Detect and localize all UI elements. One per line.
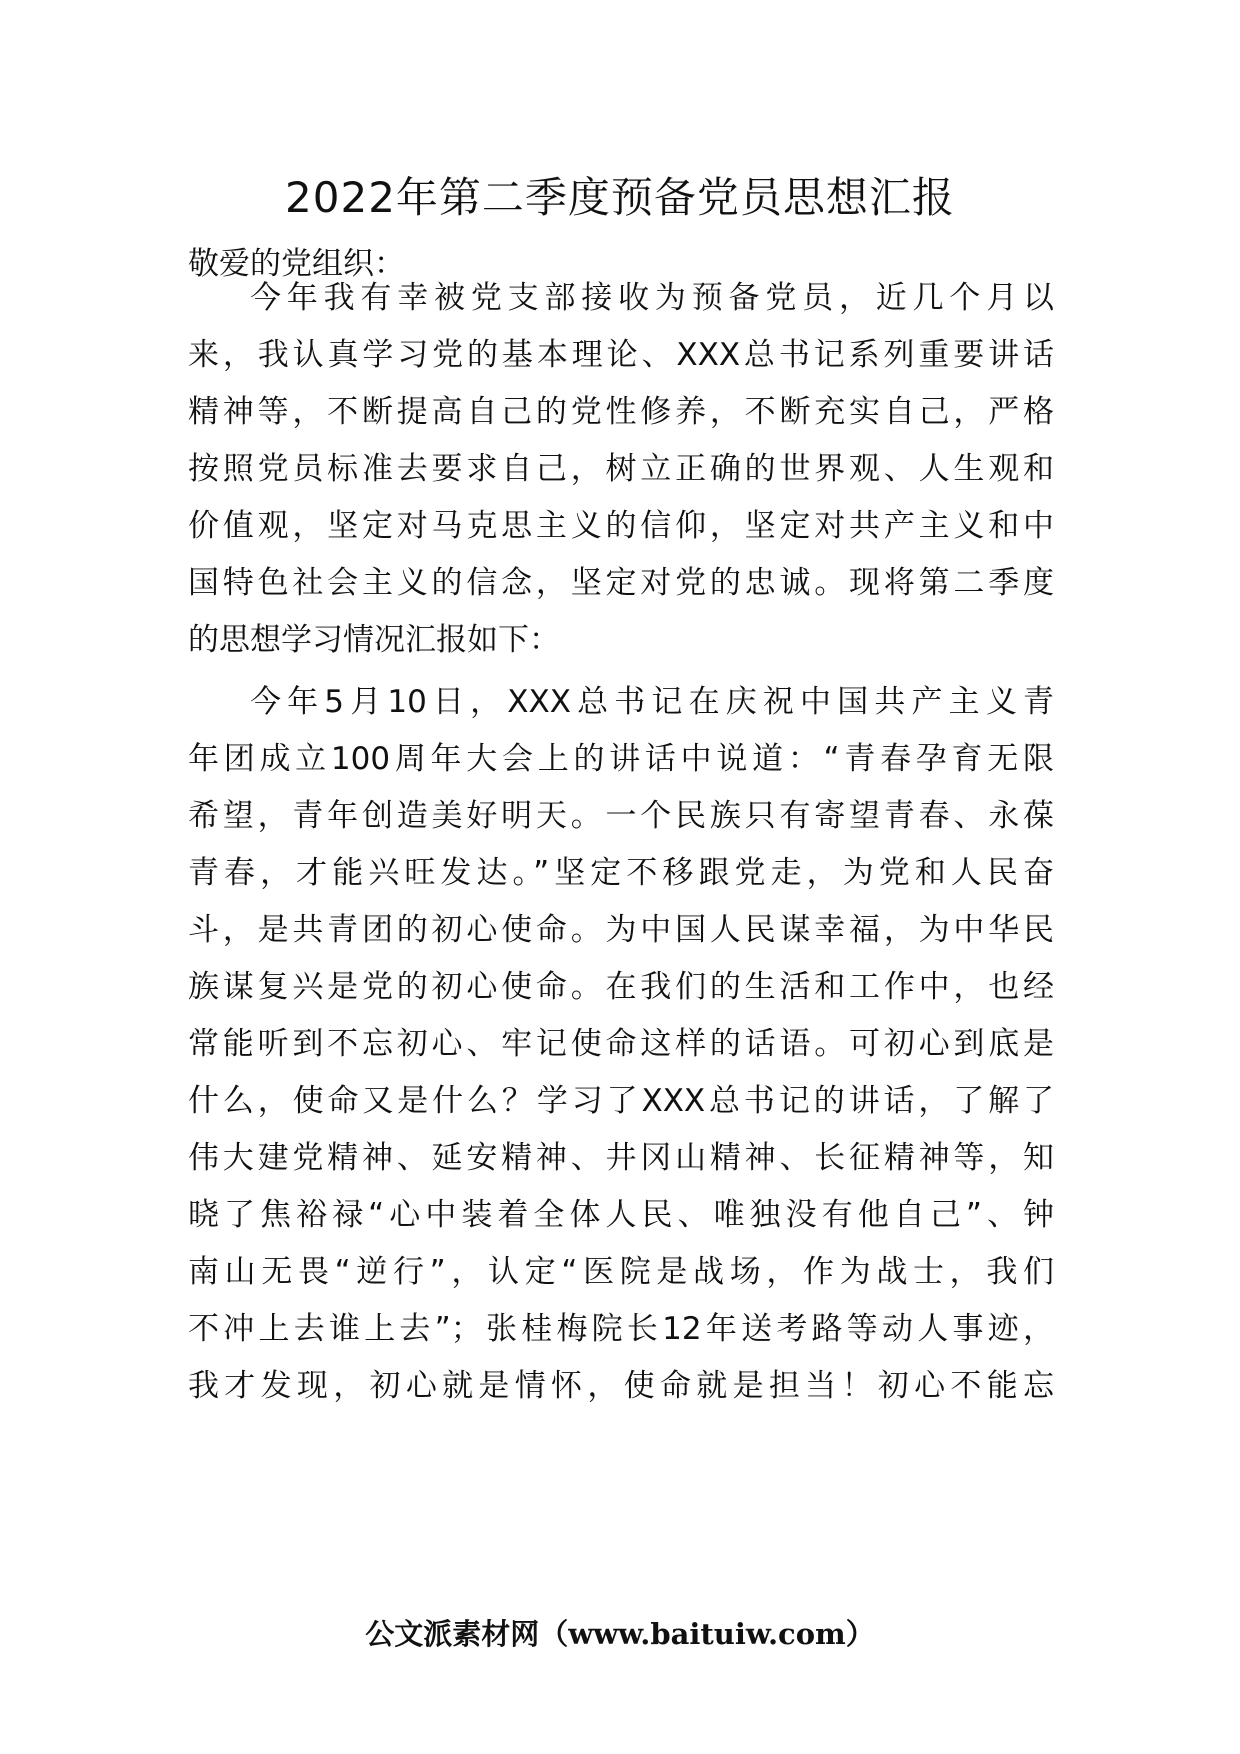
body-line-1: 今年我有幸被党支部接收为预备党员，近几个月以 — [250, 280, 1054, 316]
body-line-14: 常能听到不忘初心、牢记使命这样的话语。可初心到底是 — [188, 1026, 1054, 1062]
body-line-20: 我才发现，初心就是情怀，使命就是担当！初心不能忘 — [188, 1368, 1054, 1404]
body-line-17: 晓了焦裕禄“心中装着全体人民、唯独没有他自己”、钟 — [188, 1197, 1054, 1233]
body-line-13: 族谋复兴是党的初心使命。在我们的生活和工作中，也经 — [188, 969, 1054, 1005]
body-line-15: 什么，使命又是什么？学习了XXX总书记的讲话，了解了 — [188, 1083, 1054, 1119]
body-line-16: 伟大建党精神、延安精神、井冈山精神、长征精神等，知 — [188, 1140, 1054, 1176]
body-line-2: 来，我认真学习党的基本理论、XXX总书记系列重要讲话 — [188, 337, 1054, 373]
body-line-11: 青春，才能兴旺发达。”坚定不移跟党走，为党和人民奋 — [188, 855, 1054, 891]
body-line-12: 斗，是共青团的初心使命。为中国人民谋幸福，为中华民 — [188, 912, 1054, 948]
body-line-19: 不冲上去谁上去”；张桂梅院长12年送考路等动人事迹， — [188, 1311, 1054, 1347]
body-line-4: 按照党员标准去要求自己，树立正确的世界观、人生观和 — [188, 451, 1054, 487]
body-line-7: 的思想学习情况汇报如下： — [188, 622, 560, 658]
body-line-18: 南山无畏“逆行”，认定“医院是战场，作为战士，我们 — [188, 1254, 1054, 1290]
body-line-8: 今年5月10日，XXX总书记在庆祝中国共产主义青 — [250, 684, 1054, 720]
body-line-5: 价值观，坚定对马克思主义的信仰，坚定对共产主义和中 — [188, 508, 1054, 544]
body-line-10: 希望，青年创造美好明天。一个民族只有寄望青春、永葆 — [188, 798, 1054, 834]
body-line-9: 年团成立100周年大会上的讲话中说道：“青春孕育无限 — [188, 741, 1054, 777]
body-line-3: 精神等，不断提高自己的党性修养，不断充实自己，严格 — [188, 394, 1054, 430]
footer-watermark: 公文派素材网（www.baituiw.com） — [365, 1617, 875, 1651]
document-title: 2022年第二季度预备党员思想汇报 — [285, 173, 955, 222]
salutation: 敬爱的党组织： — [188, 246, 405, 282]
body-line-6: 国特色社会主义的信念，坚定对党的忠诚。现将第二季度 — [188, 565, 1054, 601]
